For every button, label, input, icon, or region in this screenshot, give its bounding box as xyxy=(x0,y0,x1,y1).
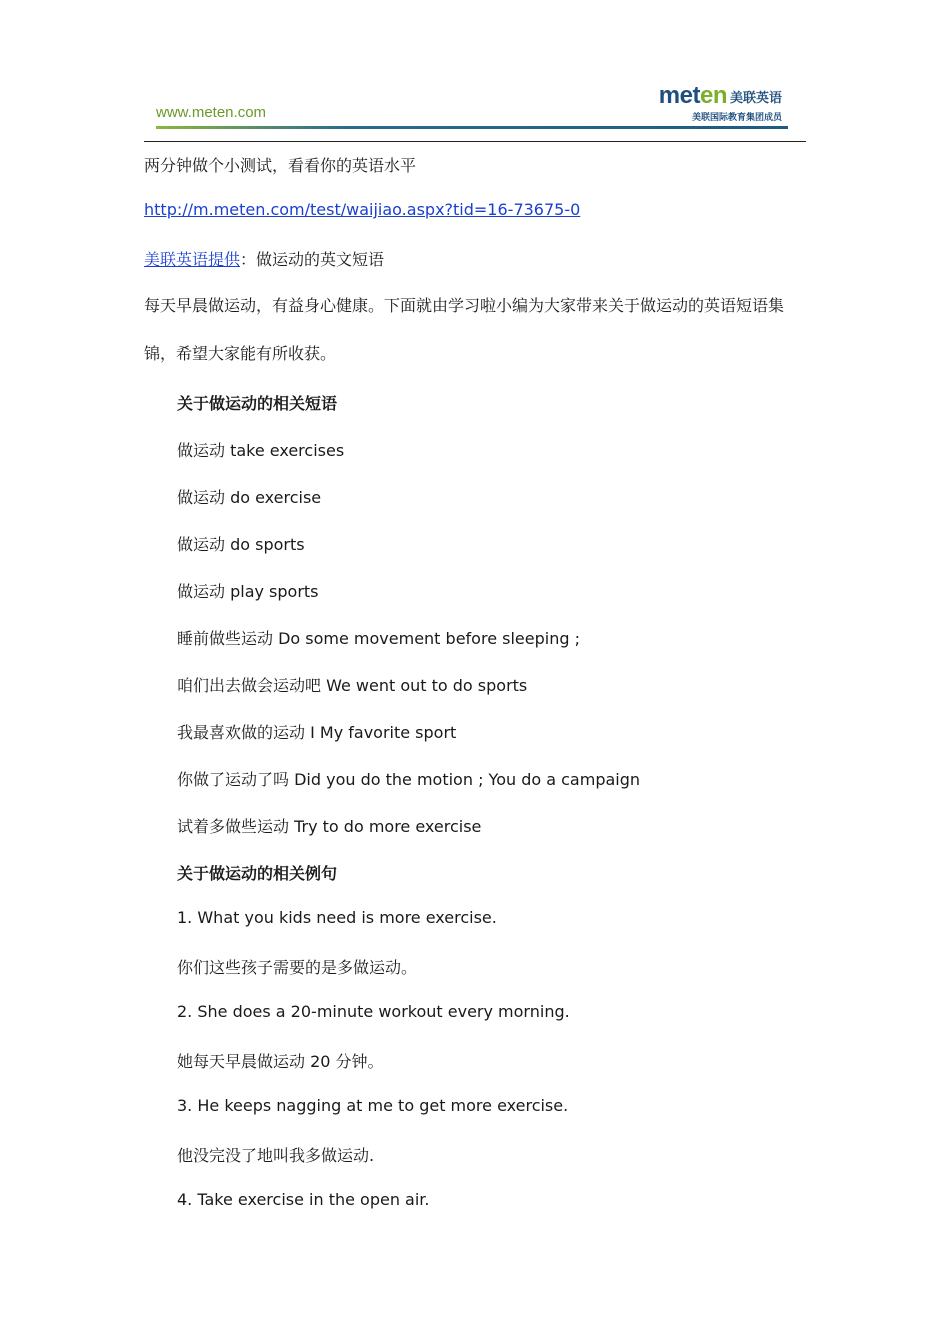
page-header xyxy=(144,78,806,144)
example-line: 3. He keeps nagging at me to get more exercise. xyxy=(177,1096,569,1115)
phrase-item: 做运动 play sports xyxy=(177,582,319,601)
examples-heading: 关于做运动的相关例句 xyxy=(177,864,338,883)
phrase-item: 睡前做些运动 Do some movement before sleeping ; xyxy=(177,629,580,648)
logo-wordmark: meten xyxy=(658,82,727,109)
header-rule xyxy=(144,141,806,142)
test-link[interactable]: http://m.meten.com/test/waijiao.aspx?tid=16-73675-0 xyxy=(144,200,581,219)
example-line: 1. What you kids need is more exercise. xyxy=(177,908,497,927)
provider-link[interactable]: 美联英语提供 xyxy=(144,250,241,269)
phrase-item: 做运动 do sports xyxy=(177,535,305,554)
intro-paragraph: 每天早晨做运动，有益身心健康。下面就由学习啦小编为大家带来关于做运动的英语短语集锦，希望大家能有所收获。 xyxy=(144,296,785,363)
example-line: 2. She does a 20-minute workout every morning. xyxy=(177,1002,570,1021)
phrase-item: 试着多做些运动 Try to do more exercise xyxy=(177,817,482,836)
example-line: 她每天早晨做运动 20 分钟。 xyxy=(177,1052,384,1071)
site-url[interactable]: www.meten.com xyxy=(156,104,267,121)
provider-line xyxy=(144,247,384,270)
phrases-heading: 关于做运动的相关短语 xyxy=(177,394,338,413)
test-link-line xyxy=(144,200,580,219)
logo-chinese-name: 美联英语 xyxy=(729,90,782,106)
provider-title: ：做运动的英文短语 xyxy=(240,250,385,269)
example-line: 4. Take exercise in the open air. xyxy=(177,1190,430,1209)
phrase-item: 你做了运动了吗 Did you do the motion ; You do a campaign xyxy=(177,770,641,789)
phrase-item: 我最喜欢做的运动 I My favorite sport xyxy=(177,723,457,742)
test-prompt: 两分钟做个小测试，看看你的英语水平 xyxy=(144,156,417,175)
phrase-item: 做运动 take exercises xyxy=(177,441,345,460)
meten-logo xyxy=(659,82,782,123)
example-line: 他没完没了地叫我多做运动. xyxy=(177,1146,375,1165)
logo-subtitle: 美联国际教育集团成员 xyxy=(691,113,782,123)
phrase-item: 做运动 do exercise xyxy=(177,488,322,507)
header-color-bar xyxy=(156,126,788,129)
example-line: 你们这些孩子需要的是多做运动。 xyxy=(177,958,418,977)
phrase-item: 咱们出去做会运动吧 We went out to do sports xyxy=(177,676,528,695)
